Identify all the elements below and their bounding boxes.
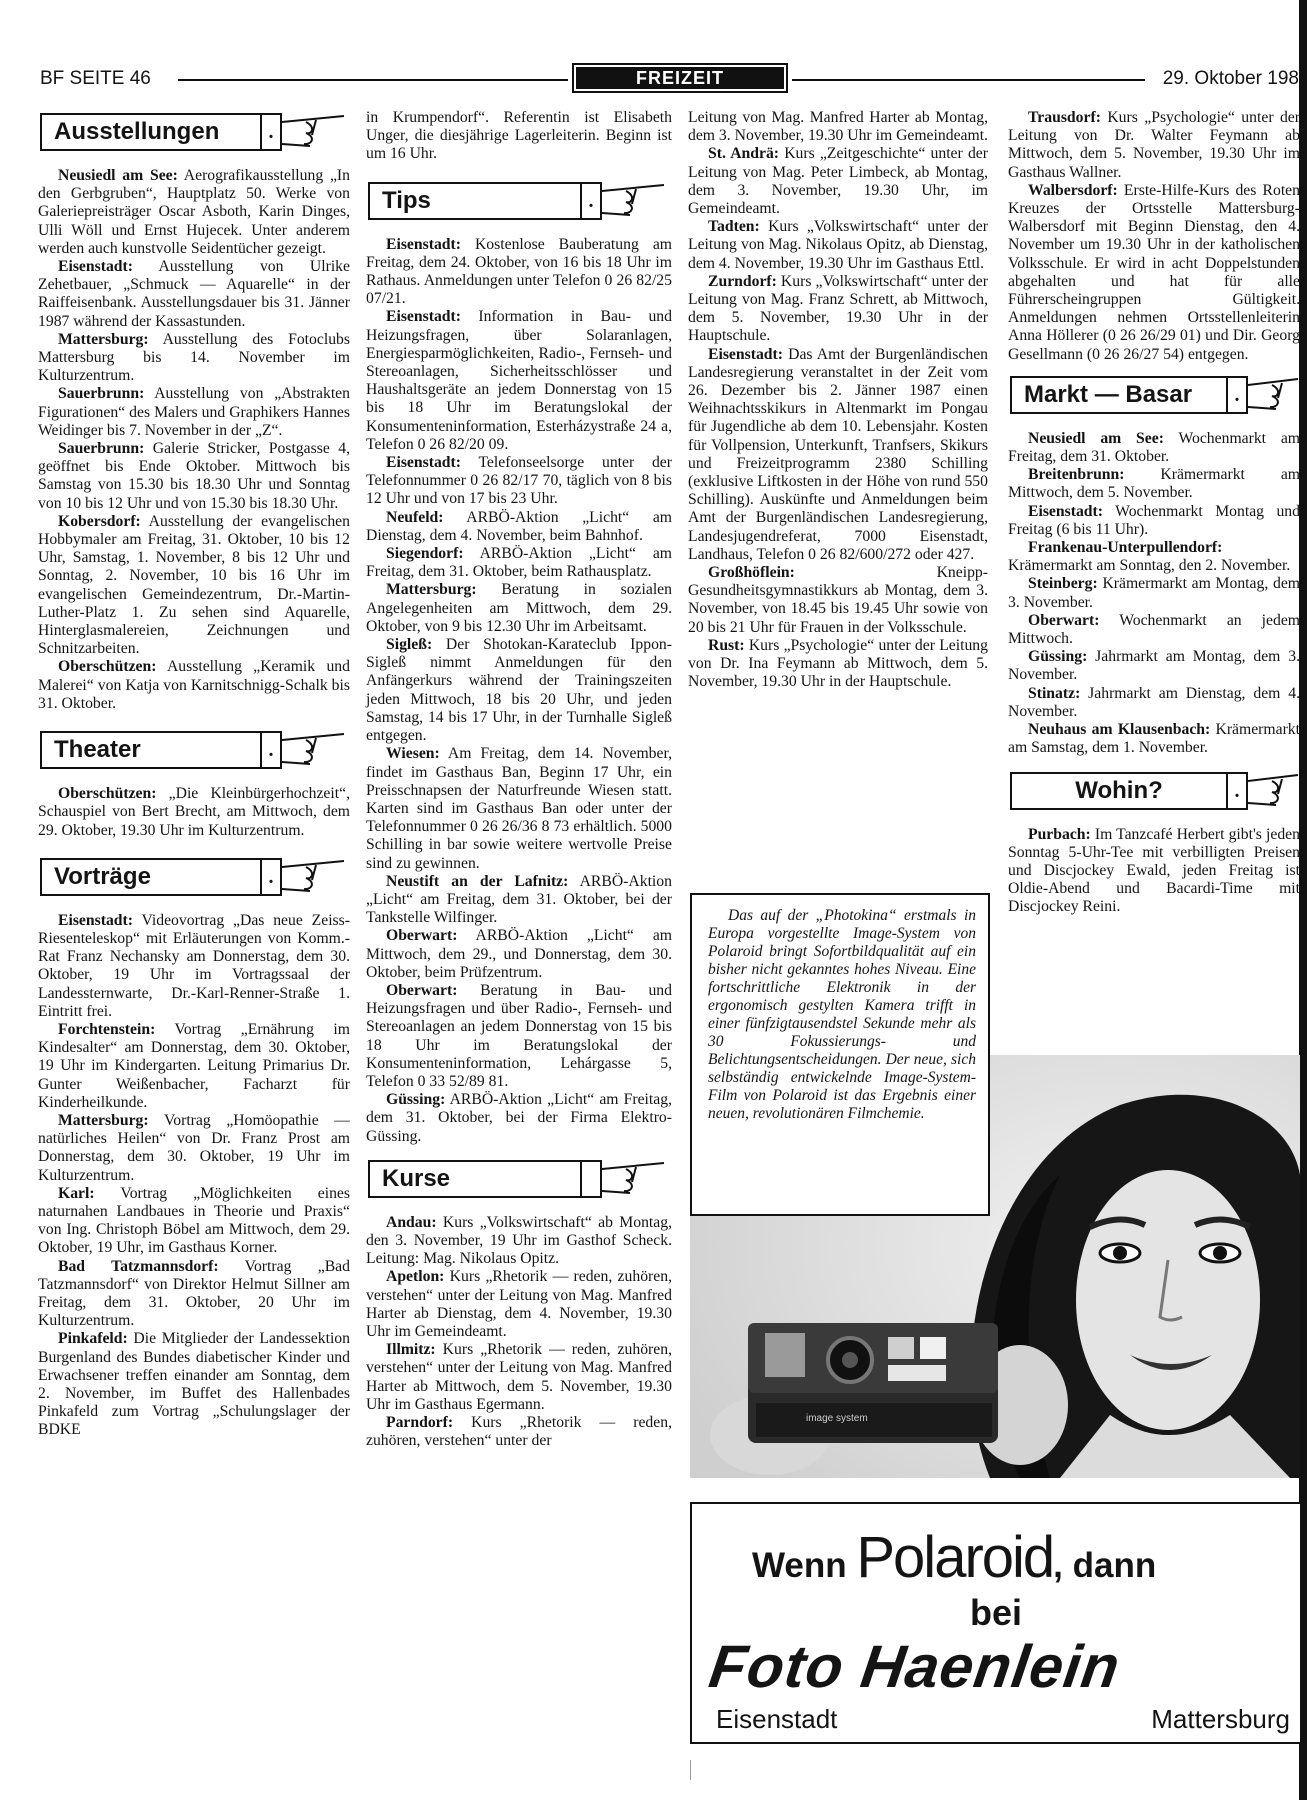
entry-text: Wochenmarkt am Freitag, dem 31. Oktober. [1008,429,1301,466]
entry-text: Ausstellung des Fotoclubs Mattersburg bis 14. November im Kulturzentrum. [38,330,350,385]
entry-text: ARBÖ-Aktion „Licht“ am Freitag, dem 31. Oktober, bei der Firma Elektro-Güssing. [366,1091,672,1145]
entry-text: Die Mitglieder der Landessektion Burgenland des Bundes diabetischer Kinder und Erwachsener treffen einander am Sonntag, dem 2. November, im Buffet des Hallenbades Pinkafeld zum Vortrag „Schulungslager der BDKE [38,1330,350,1439]
entry-text: Vortrag „Möglichkeiten eines naturnahen Landbaues in Theorie und Praxis“ von Ing. Christoph Böbel am Mittwoch, dem 29. Oktober, 19 Uhr, im Gasthaus Korner. [38,1184,350,1257]
ad-city-left: Eisenstadt [716,1704,838,1734]
entry-text: Das Amt der Burgenländischen Landesregierung veranstaltet in der Zeit vom 26. Dezember bis 2. Jänner 1987 einen Weihnachtsskikurs in Altenmarkt im Pongau für Jugendliche ab dem 10. Lebensjahr. Kosten für Vollpension, Unterkunft, Tranfsers, Skikurs und Freizeitprogramm 2380 Schilling (exklusive Liftkosten in der Höhe von rund 550 Schilling). Auskünfte und Anmeldungen beim Amt der Burgenländischen Landesregierung, Landesjugendreferat, 7000 Eisenstadt, Landhaus, Telefon 0 26 82/600/272 oder 427. [688,345,988,563]
entry-text: Kurs „Psychologie“ unter der Leitung von Dr. Ina Feymann ab Mittwoch, dem 5. November, 19.30 Uhr in der Hauptschule. [688,636,988,691]
entry-text: Kurs „Psychologie“ unter der Leitung von Dr. Walter Feymann ab Mittwoch, dem 5. November, 19.30 Uhr im Gasthaus Wallner. [1008,109,1300,181]
bottom-rule [690,1760,691,1780]
entry-text: Galerie Stricker, Postgasse 4, geöffnet bis Ende Oktober. Mittwoch bis Samstag von 15.30 bis 18.30 Uhr und Sonntag von 10 bis 12 Uhr und von 15.30 bis 18.30 Uhr. [38,440,350,512]
entry-place: Andau: [386,1213,437,1231]
column-3 [688,109,988,692]
entry-place: Eisenstadt: [58,911,133,929]
entry-place: St. Andrä: [708,145,780,163]
heading-ausstellungen [38,113,350,153]
entry-place: Sauerbrunn: [58,385,145,403]
entry-place: Sauerbrunn: [58,440,145,458]
entry-text: Wochenmarkt an jedem Mittwoch. [1008,611,1300,648]
entry-place: Eisenstadt: [708,345,783,363]
caption-text: Das auf der „Photokina“ erstmals in Europa vorgestellte Image-System von Polaroid bringt Sofortbildqualität auf ein bisher nicht gekanntes hohes Niveau. Eine fortschrittliche Elektronik in der ergonomisch gestylten Kamera trifft in einer fünfzigtausendstel Sekunde mehr als 30 Fokussierungs- und Belichtungsentscheidungen. Der neue, sich selbständig entwickelnde Image-System-Film von Polaroid ist das Ergebnis einer neuen, revolutionären Filmchemie. [708,907,976,1122]
entry-text: Kurs „Rhetorik — reden, zuhören, verstehen“ unter der Leitung von Mag. Manfred Harter ab Mittwoch, dem 5. November, 19.30 Uhr im Gasthaus Egermann. [366,1341,672,1413]
entry-place: Pinkafeld: [58,1330,128,1348]
entry-text: Wochenmarkt Montag und Freitag (6 bis 11 Uhr). [1008,502,1300,538]
heading-theater [38,731,350,771]
entry-text: Videovortrag „Das neue Zeiss-Riesenteleskop“ mit Erläuterungen von Komm.-Rat Franz Nechansky am Donnerstag, dem 30. Oktober, 19 Uhr im Vortragssaal der Landessternwarte, Dr.-Karl-Renner-Straße 1. Eintritt frei. [38,911,350,1020]
heading-dot: . [262,731,282,769]
entry-place: Eisenstadt: [386,235,461,253]
entry-text: Am Freitag, dem 14. November, findet im Gasthaus Ban, Beginn 17 Uhr, ein Preisschnapsen der Naturfreunde Wiesen statt. Karten sind im Gasthaus Ban oder unter der Telefonnummer 0 26 26/36 8 73 erhältlich. 5000 Schilling in bar sowie weitere wertvolle Preise sind zu gewinnen. [366,745,672,872]
entry-place: Neusiedl am See: [58,167,178,184]
entry-text: ARBÖ-Aktion „Licht“ am Mittwoch, dem 29., und Donnerstag, dem 30. Oktober, beim Prüfzentrum. [366,927,672,981]
pointing-hand-icon [1248,772,1298,812]
entry-place: Kobersdorf: [58,512,141,530]
heading-label: Vorträge [40,858,262,896]
entry-text: Im Tanzcafé Herbert gibt's jeden Sonntag 5-Uhr-Tee mit verbilligten Preisen und Discjockey Ewald, jeden Freitag ist Oldie-Abend und Bacardi-Time mit Discjockey Reini. [1008,825,1300,916]
entry-place: Karl: [58,1184,95,1202]
entry-place: Illmitz: [386,1341,436,1359]
entry-place: Großhöflein: [708,564,795,582]
entry-place: Eisenstadt: [386,308,461,326]
entry-text: ARBÖ-Aktion „Licht“ am Freitag, dem 31. Oktober, bei der Tankstelle Wilfinger. [366,872,672,927]
ad-headline [752,1524,1156,1591]
heading-label: Theater [40,731,262,769]
entry-place: Steinberg: [1028,575,1098,593]
entry-place: Neufeld: [386,508,444,526]
continued-text: Leitung von Mag. Manfred Harter ab Montag, dem 3. November, 19.30 Uhr im Gemeindeamt. [688,109,988,145]
entry-place: Oberwart: [386,981,458,999]
heading-markt-basar [1008,376,1300,416]
ad-line-bei: bei [969,1592,1022,1633]
entry-place: Neustift an der Lafnitz: [386,872,569,890]
heading-label: Ausstellungen [40,113,262,151]
ad-city-right: Mattersburg [1151,1704,1290,1734]
entry-place: Oberschützen: [58,785,157,803]
entry-text: Kneipp-Gesundheitsgymnastikkurs ab Montag, dem 3. November, von 18.45 bis 19.45 Uhr sowie von 20 bis 21 Uhr für Frauen in der Volksschule. [688,564,988,636]
entry-place: Mattersburg: [58,1111,149,1129]
entry-text: Kurs „Zeitgeschichte“ unter der Leitung von Mag. Peter Limbeck, ab Montag, dem 3. November, 19.30 Uhr, im Gemeindeamt. [688,145,988,218]
heading-kurse [366,1160,672,1200]
entry-place: Purbach: [1028,825,1091,843]
heading-vortraege [38,858,350,898]
entry-text: Jahrmarkt am Montag, dem 3. November. [1008,648,1300,684]
header-rule-right [792,79,1145,81]
entry-text: Beratung in sozialen Angelegenheiten am Mittwoch, dem 29. Oktober, von 9 bis 12.30 Uhr im Arbeitsamt. [366,581,672,635]
continued-text: in Krumpendorf“. Referentin ist Elisabeth Unger, die diesjährige Lagerleiterin. Beginn ist um 16 Uhr. [366,109,672,163]
ad-brand: Polaroid [856,1525,1054,1590]
entry-place: Neuhaus am Klausenbach: [1028,721,1211,739]
entry-place: Eisenstadt: [1028,502,1103,520]
pointing-hand-icon [282,731,348,771]
heading-dot: . [1228,772,1248,810]
pointing-hand-icon [602,182,668,222]
entry-place: Parndorf: [386,1414,454,1431]
entry-place: Mattersburg: [58,330,149,348]
entry-place: Apetlon: [386,1268,445,1286]
pointing-hand-icon [602,1160,668,1200]
entry-place: Zurndorf: [708,272,777,290]
entry-place: Eisenstadt: [386,454,461,472]
entry-place: Stinatz: [1028,684,1081,702]
entry-text: Kurs „Volkswirtschaft“ ab Montag, den 3. November, 19 Uhr im Gasthof Scheck. Leitung: Mag. Nikolaus Opitz. [366,1213,672,1268]
heading-tips [366,182,672,222]
entry-text: Aerografikausstellung „In den Gerbgruben“, Hauptplatz 50. Werke von Galeriepreisträger Oscar Asboth, Karin Dinges, Ulli Wöll und Ernst Hujecek. Unter anderem werden auch kunstvolle Seidentücher gezeigt. [38,167,350,257]
ad-headline-post: , dann [1053,1546,1157,1585]
entry-place: Sigleß: [386,636,433,654]
entry-text: Ausstellung von Ulrike Zehetbauer, „Schmuck — Aquarelle“ in der Raiffeisenbank. Ausstellungsdauer bis 31. Jänner 1987 während der Kassastunden. [38,258,350,330]
polaroid-advertisement [690,1502,1302,1744]
entry-text: Ausstellung „Keramik und Malerei“ von Katja von Karnitschnigg-Schalk bis 31. Oktober. [38,658,350,712]
heading-dot: . [582,182,602,220]
section-label-text: FREIZEIT [576,67,784,89]
entry-place: Mattersburg: [386,581,477,599]
entry-place: Oberschützen: [58,658,157,676]
entry-text: Information in Bau- und Heizungsfragen, über Solaranlagen, Energiesparmöglichkeiten, Radio-, Fernseh- und Stereoanlagen, Sicherheitsschlösser und Haushaltsgeräte an jedem Donnerstag von 15 bis 18 Uhr im Beratungslokal der Konsumenteninformation, Esterházystraße 24 a, Telefon 0 26 82/20 09. [366,308,672,453]
entry-text: Telefonseelsorge unter der Telefonnummer 0 26 82/17 70, täglich von 8 bis 12 Uhr und von 17 bis 23 Uhr. [366,454,672,508]
entry-place: Neusiedl am See: [1028,429,1164,447]
entry-text: „Die Kleinbürgerhochzeit“, Schauspiel von Bert Brecht, am Mittwoch, dem 29. Oktober, 19.30 Uhr im Kulturzentrum. [38,785,350,839]
heading-dot: . [262,113,282,151]
heading-dot [582,1160,602,1198]
pointing-hand-icon [1248,376,1298,416]
issue-date: 29. Oktober 198 [1162,68,1299,89]
section-label [572,63,788,93]
pointing-hand-icon [282,113,348,153]
header-rule-left [178,79,568,81]
entry-text: Krämermarkt am Samstag, dem 1. November. [1008,721,1301,757]
entry-place: Forchtenstein: [58,1020,156,1038]
heading-dot: . [1228,376,1248,414]
entry-text: Kurs „Rhetorik — reden, zuhören, verstehen“ unter der Leitung von Mag. Manfred Harter ab Dienstag, dem 4. November, 19.30 Uhr im Gemeindeamt. [366,1268,672,1340]
entry-text: Vortrag „Ernährung im Kindesalter“ am Donnerstag, dem 30. Oktober, 19 Uhr im Kindergarten. Leitung Primarius Dr. Gunter Weißenbacher, Facharzt für Kinderheilkunde. [38,1020,350,1111]
photo-caption [690,893,990,1216]
entry-place: Bad Tatzmannsdorf: [58,1257,219,1275]
entry-place: Rust: [708,636,745,654]
column-1 [38,109,350,1440]
entry-place: Güssing: [386,1091,446,1109]
entry-place: Frankenau-Unterpullendorf: [1028,539,1223,557]
heading-label: Markt — Basar [1010,376,1228,414]
pointing-hand-icon [282,858,348,898]
entry-place: Oberwart: [386,927,458,945]
entry-text: Der Shotokan-Karateclub Ippon-Sigleß nimmt Anmeldungen für den Anfängerkurs während der Trainingszeiten jeden Mittwoch, 18 bis 20 Uhr, und jeden Samstag, 14 bis 17 Uhr, in der Turnhalle Sigleß entgegen. [366,636,672,745]
entry-place: Wiesen: [386,745,440,763]
entry-text: Krämermarkt am Sonntag, den 2. November. [1008,557,1291,575]
ad-headline-pre: Wenn [752,1546,857,1585]
camera-label: image system [806,1413,868,1424]
ad-shop-name: Foto Haenlein [705,1633,1125,1700]
entry-text: Ausstellung der evangelischen Hobbymaler am Freitag, 31. Oktober, 10 bis 12 Uhr, Samstag, 1. November, 8 bis 12 Uhr und Sonntag, 2. November, 10 bis 16 Uhr im evangelischen Gemeindezentrum, Dr.-Martin-Luther-Platz 1. Zu sehen sind Aquarelle, Hinterglasmalereien, Zeichnungen und Schnitzarbeiten. [38,512,350,658]
entry-place: Walbersdorf: [1028,181,1118,199]
entry-text: ARBÖ-Aktion „Licht“ am Dienstag, dem 4. November, beim Bahnhof. [366,508,672,544]
column-2 [366,109,672,1450]
entry-place: Breitenbrunn: [1028,466,1125,484]
entry-place: Trausdorf: [1028,109,1101,126]
entry-text: Vortrag „Homöopathie — natürliches Heilen“ von Dr. Franz Prost am Donnerstag, dem 30. Oktober, 19 Uhr im Kulturzentrum. [38,1111,350,1184]
heading-label: Kurse [368,1160,582,1198]
entry-text: Kurs „Rhetorik — reden, zuhören, verstehen“ unter der [366,1414,672,1450]
entry-text: Krämermarkt am Mittwoch, dem 5. November. [1008,466,1300,502]
entry-text: Jahrmarkt am Dienstag, dem 4. November. [1008,684,1300,720]
entry-place: Oberwart: [1028,611,1100,629]
entry-text: ARBÖ-Aktion „Licht“ am Freitag, dem 31. Oktober, beim Rathausplatz. [366,545,672,581]
entry-place: Eisenstadt: [58,258,133,276]
heading-wohin [1008,772,1300,812]
entry-text: Kurs „Volkswirtschaft“ unter der Leitung von Mag. Nikolaus Opitz, ab Dienstag, dem 4. November, 19.30 Uhr im Gasthaus Ettl. [688,218,988,272]
entry-text: Kurs „Volkswirtschaft“ unter der Leitung von Mag. Franz Schrett, ab Mittwoch, dem 5. November, 19.30 Uhr in der Hauptschule. [688,272,988,345]
entry-text: Ausstellung von „Abstrakten Figurationen“ des Malers und Graphikers Hannes Weidinger bis 7. November in der „Z“. [38,385,350,439]
entry-text: Erste-Hilfe-Kurs des Roten Kreuzes der Ortsstelle Mattersburg-Walbersdorf mit Beginn Dienstag, den 4. November um 19.30 Uhr in der katholischen Volksschule. Er wird in acht Doppelstunden abgehalten und hat für alle Führerscheingruppen Gültigkeit. Anmeldungen nehmen Ortsstellenleiterin Anna Höllerer (0 26 26/29 01) und Dir. Georg Gesellmann (0 26 26/27 54) entgegen. [1008,181,1300,363]
entry-text: Kostenlose Bauberatung am Freitag, dem 24. Oktober, von 16 bis 18 Uhr im Rathaus. Anmeldungen unter Telefon 0 26 82/25 07/21. [366,235,672,308]
entry-place: Güssing: [1028,648,1088,666]
heading-label: Wohin? [1010,772,1228,810]
heading-label: Tips [368,182,582,220]
camera-icon [748,1323,998,1443]
page-number: BF SEITE 46 [40,68,151,89]
entry-text: Beratung in Bau- und Heizungsfragen und über Radio-, Fernseh- und Stereoanlagen an jedem Donnerstag von 15 bis 18 Uhr im Beratungslokal der Konsumenteninformation, Lehárgasse 5, Telefon 0 33 52/89 81. [366,981,672,1090]
entry-text: Vortrag „Bad Tatzmannsdorf“ von Direktor Helmut Sillner am Freitag, dem 31. Oktober, 20 Uhr im Kulturzentrum. [38,1257,350,1330]
entry-text: Krämermarkt am Montag, dem 3. November. [1008,575,1300,611]
column-4 [1008,109,1300,917]
entry-place: Tadten: [708,218,760,236]
heading-dot: . [262,858,282,896]
entry-place: Siegendorf: [386,545,464,563]
